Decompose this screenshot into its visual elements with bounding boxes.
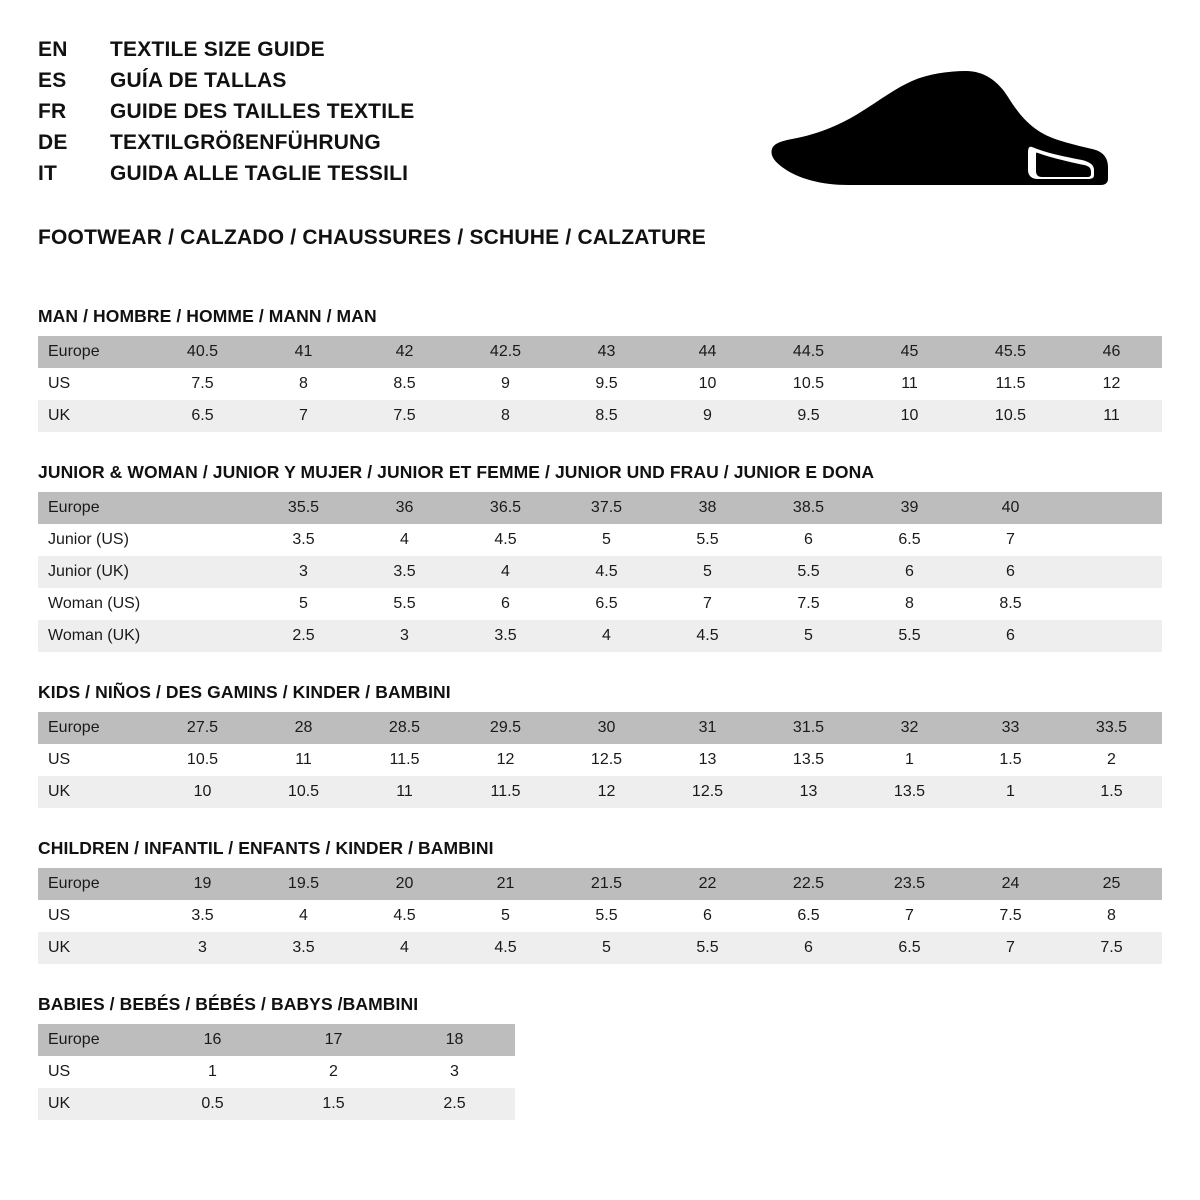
row-label: Europe (38, 868, 152, 900)
cell: 4.5 (354, 900, 455, 932)
row-label: UK (38, 776, 152, 808)
cell: 10.5 (253, 776, 354, 808)
cell: 13.5 (859, 776, 960, 808)
cell: 7 (253, 400, 354, 432)
language-code: IT (38, 162, 58, 185)
cell: 11.5 (455, 776, 556, 808)
row-label: Junior (US) (38, 524, 152, 556)
cell: 11 (354, 776, 455, 808)
cell: 0.5 (152, 1088, 273, 1120)
category-heading: FOOTWEAR / CALZADO / CHAUSSURES / SCHUHE / CALZATURE (38, 226, 707, 249)
table-row (38, 336, 1162, 368)
cell: 42 (354, 336, 455, 368)
cell: 8 (253, 368, 354, 400)
cell: 5 (758, 620, 859, 652)
cell: 1.5 (273, 1088, 394, 1120)
language-row (38, 38, 414, 62)
cell (152, 620, 253, 652)
table-title: JUNIOR & WOMAN / JUNIOR Y MUJER / JUNIOR ET FEMME / JUNIOR UND FRAU / JUNIOR E DONA (38, 462, 875, 482)
row-label: Europe (38, 1024, 152, 1056)
cell: 22.5 (758, 868, 859, 900)
cell: 44.5 (758, 336, 859, 368)
language-row (38, 131, 414, 155)
table-row (38, 368, 1162, 400)
cell: 6 (859, 556, 960, 588)
cell (1061, 620, 1162, 652)
cell: 46 (1061, 336, 1162, 368)
cell: 44 (657, 336, 758, 368)
cell: 25 (1061, 868, 1162, 900)
cell (152, 524, 253, 556)
cell: 7.5 (152, 368, 253, 400)
cell: 11 (253, 744, 354, 776)
cell: 30 (556, 712, 657, 744)
table-row (38, 588, 1162, 620)
language-code: FR (38, 100, 67, 123)
table-title: CHILDREN / INFANTIL / ENFANTS / KINDER / BAMBINI (38, 838, 494, 858)
cell: 13 (758, 776, 859, 808)
cell: 8 (455, 400, 556, 432)
cell: 33.5 (1061, 712, 1162, 744)
cell: 7.5 (758, 588, 859, 620)
cell: 21.5 (556, 868, 657, 900)
language-title: GUIDE DES TAILLES TEXTILE (110, 100, 415, 123)
cell: 22 (657, 868, 758, 900)
cell: 9.5 (758, 400, 859, 432)
cell: 3 (253, 556, 354, 588)
cell: 1.5 (1061, 776, 1162, 808)
language-list (38, 38, 414, 193)
cell: 11 (859, 368, 960, 400)
cell: 38 (657, 492, 758, 524)
cell: 36.5 (455, 492, 556, 524)
table-row (38, 1024, 515, 1056)
cell: 6 (960, 556, 1061, 588)
cell: 7 (657, 588, 758, 620)
language-row (38, 69, 414, 93)
cell: 17 (273, 1024, 394, 1056)
cell: 5.5 (657, 524, 758, 556)
cell: 5.5 (758, 556, 859, 588)
cell: 38.5 (758, 492, 859, 524)
cell: 6.5 (758, 900, 859, 932)
cell: 7.5 (960, 900, 1061, 932)
cell: 5.5 (657, 932, 758, 964)
cell: 24 (960, 868, 1061, 900)
cell: 6.5 (152, 400, 253, 432)
cell: 43 (556, 336, 657, 368)
cell: 9.5 (556, 368, 657, 400)
cell: 2 (273, 1056, 394, 1088)
cell: 3 (394, 1056, 515, 1088)
dress-shoe-icon (760, 48, 1120, 208)
cell: 27.5 (152, 712, 253, 744)
cell: 3.5 (253, 932, 354, 964)
row-label: UK (38, 1088, 152, 1120)
table-block-babies (38, 994, 1162, 1120)
cell: 12.5 (556, 744, 657, 776)
cell: 7 (960, 932, 1061, 964)
cell: 6 (960, 620, 1061, 652)
language-code: ES (38, 69, 67, 92)
table-row (38, 400, 1162, 432)
table-block-kids (38, 682, 1162, 808)
language-code: EN (38, 38, 68, 61)
cell: 11 (1061, 400, 1162, 432)
cell (1061, 556, 1162, 588)
cell: 9 (455, 368, 556, 400)
cell (152, 556, 253, 588)
language-code: DE (38, 131, 68, 154)
cell (1061, 588, 1162, 620)
table-row (38, 932, 1162, 964)
size-table-babies (38, 1024, 515, 1120)
row-label: Europe (38, 712, 152, 744)
table-row (38, 868, 1162, 900)
language-title: GUÍA DE TALLAS (110, 69, 287, 92)
table-title: BABIES / BEBÉS / BÉBÉS / BABYS /BAMBINI (38, 994, 419, 1014)
table-row (38, 1088, 515, 1120)
cell: 32 (859, 712, 960, 744)
table-title: KIDS / NIÑOS / DES GAMINS / KINDER / BAMBINI (38, 682, 451, 702)
table-row (38, 556, 1162, 588)
cell: 8.5 (960, 588, 1061, 620)
table-row (38, 900, 1162, 932)
table-row (38, 712, 1162, 744)
cell: 4.5 (556, 556, 657, 588)
row-label: US (38, 1056, 152, 1088)
cell (1061, 492, 1162, 524)
row-label: Europe (38, 492, 152, 524)
cell: 10 (657, 368, 758, 400)
cell: 6.5 (859, 524, 960, 556)
cell: 12.5 (657, 776, 758, 808)
cell: 4 (253, 900, 354, 932)
table-row (38, 620, 1162, 652)
cell: 2 (1061, 744, 1162, 776)
cell: 1 (152, 1056, 273, 1088)
cell: 5 (556, 932, 657, 964)
cell: 13 (657, 744, 758, 776)
cell: 7 (859, 900, 960, 932)
language-title: GUIDA ALLE TAGLIE TESSILI (110, 162, 409, 185)
cell: 12 (556, 776, 657, 808)
table-row (38, 1056, 515, 1088)
cell: 5.5 (354, 588, 455, 620)
table-row (38, 492, 1162, 524)
cell: 10.5 (960, 400, 1061, 432)
cell: 18 (394, 1024, 515, 1056)
cell: 23.5 (859, 868, 960, 900)
cell: 5 (253, 588, 354, 620)
cell: 31.5 (758, 712, 859, 744)
row-label: Woman (UK) (38, 620, 152, 652)
cell: 39 (859, 492, 960, 524)
row-label: Junior (UK) (38, 556, 152, 588)
cell: 3.5 (152, 900, 253, 932)
cell: 10 (859, 400, 960, 432)
cell: 10 (152, 776, 253, 808)
cell: 5.5 (556, 900, 657, 932)
cell: 4.5 (657, 620, 758, 652)
size-table-junior-woman (38, 492, 1162, 652)
size-table-kids (38, 712, 1162, 808)
cell: 3.5 (455, 620, 556, 652)
cell: 3 (354, 620, 455, 652)
row-label: Woman (US) (38, 588, 152, 620)
cell (152, 588, 253, 620)
row-label: US (38, 900, 152, 932)
cell: 9 (657, 400, 758, 432)
row-label: US (38, 368, 152, 400)
cell: 8 (1061, 900, 1162, 932)
table-title: MAN / HOMBRE / HOMME / MANN / MAN (38, 306, 377, 326)
cell: 4 (455, 556, 556, 588)
cell: 7.5 (354, 400, 455, 432)
cell: 45.5 (960, 336, 1061, 368)
cell: 2.5 (394, 1088, 515, 1120)
cell: 8.5 (354, 368, 455, 400)
cell: 19 (152, 868, 253, 900)
cell: 37.5 (556, 492, 657, 524)
size-table-children (38, 868, 1162, 964)
cell: 40 (960, 492, 1061, 524)
table-block-junior-woman (38, 462, 1162, 652)
language-row (38, 100, 414, 124)
language-title: TEXTILE SIZE GUIDE (110, 38, 325, 61)
cell: 41 (253, 336, 354, 368)
cell: 5 (455, 900, 556, 932)
cell: 4.5 (455, 524, 556, 556)
table-row (38, 744, 1162, 776)
cell: 36 (354, 492, 455, 524)
cell: 3.5 (354, 556, 455, 588)
size-table-man (38, 336, 1162, 432)
cell: 4 (354, 932, 455, 964)
cell: 5 (657, 556, 758, 588)
cell: 4 (354, 524, 455, 556)
cell: 42.5 (455, 336, 556, 368)
cell: 2.5 (253, 620, 354, 652)
cell: 31 (657, 712, 758, 744)
cell: 33 (960, 712, 1061, 744)
cell: 6.5 (556, 588, 657, 620)
cell: 4 (556, 620, 657, 652)
cell: 29.5 (455, 712, 556, 744)
cell: 8.5 (556, 400, 657, 432)
cell: 13.5 (758, 744, 859, 776)
cell: 7.5 (1061, 932, 1162, 964)
cell: 35.5 (253, 492, 354, 524)
cell: 40.5 (152, 336, 253, 368)
row-label: UK (38, 932, 152, 964)
cell: 1 (859, 744, 960, 776)
cell: 5 (556, 524, 657, 556)
page-header (38, 30, 1162, 208)
cell: 1.5 (960, 744, 1061, 776)
cell: 19.5 (253, 868, 354, 900)
cell: 1 (960, 776, 1061, 808)
cell: 10.5 (758, 368, 859, 400)
cell: 3.5 (253, 524, 354, 556)
row-label: Europe (38, 336, 152, 368)
cell: 3 (152, 932, 253, 964)
cell: 11.5 (960, 368, 1061, 400)
cell: 6 (657, 900, 758, 932)
cell: 8 (859, 588, 960, 620)
table-block-children (38, 838, 1162, 964)
language-row (38, 162, 414, 186)
cell: 6.5 (859, 932, 960, 964)
table-row (38, 776, 1162, 808)
cell: 45 (859, 336, 960, 368)
cell: 20 (354, 868, 455, 900)
table-block-man (38, 306, 1162, 432)
cell: 6 (758, 524, 859, 556)
cell: 28.5 (354, 712, 455, 744)
table-row (38, 524, 1162, 556)
cell: 16 (152, 1024, 273, 1056)
cell: 12 (455, 744, 556, 776)
cell (152, 492, 253, 524)
cell: 28 (253, 712, 354, 744)
cell: 11.5 (354, 744, 455, 776)
cell: 12 (1061, 368, 1162, 400)
cell: 10.5 (152, 744, 253, 776)
cell: 6 (455, 588, 556, 620)
cell: 5.5 (859, 620, 960, 652)
language-title: TEXTILGRÖßENFÜHRUNG (110, 131, 381, 154)
cell: 6 (758, 932, 859, 964)
row-label: UK (38, 400, 152, 432)
cell: 4.5 (455, 932, 556, 964)
cell (1061, 524, 1162, 556)
cell: 21 (455, 868, 556, 900)
cell: 7 (960, 524, 1061, 556)
row-label: US (38, 744, 152, 776)
